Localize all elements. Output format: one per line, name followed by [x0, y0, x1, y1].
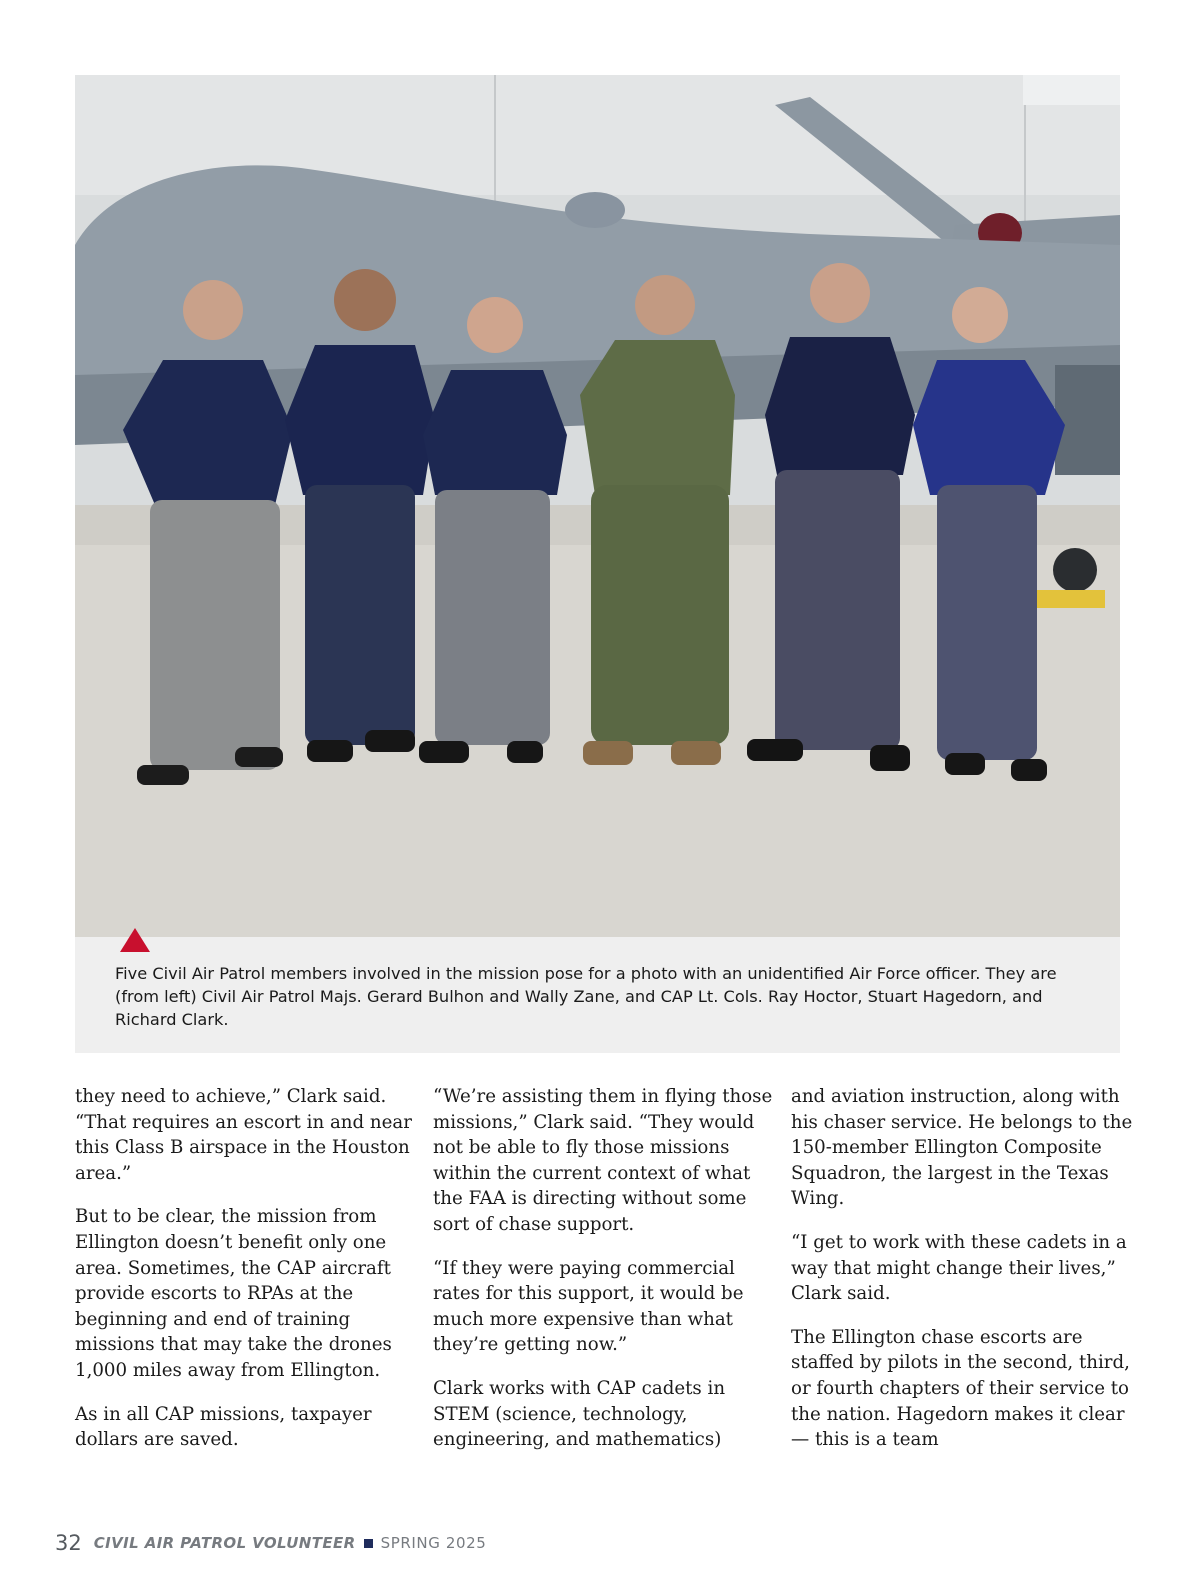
paragraph: But to be clear, the mission from Ellington doesn’t benefit only one area. Sometimes, the CAP aircraft provide escorts to RPAs at the beginning and end of training missions that may take the drones 1,000 miles away from Ellington. — [75, 1206, 392, 1381]
triangle-marker-icon — [119, 927, 151, 953]
photo-caption-box — [75, 937, 1120, 1053]
photo-caption: Five Civil Air Patrol members involved in the mission pose for a photo with an unidentified Air Force officer. They are (from left) Civil Air Patrol Majs. Gerard Bulhon and Wally Zane, and CAP Lt. Cols. Ray Hoctor, Stuart Hagedorn, and Richard Clark. — [115, 964, 1057, 1029]
photo-illustration — [75, 75, 1120, 937]
paragraph: they need to achieve,” Clark said. “That requires an escort in and near this Class B airspace in the Houston area.” — [75, 1086, 412, 1184]
paragraph: As in all CAP missions, taxpayer dollars are saved. — [75, 1403, 372, 1451]
page-footer — [55, 1530, 486, 1556]
paragraph: and aviation instruction, along with his chaser service. He belongs to the 150-member Ellington Composite Squadron, the largest in the Texas Wing. — [791, 1086, 1133, 1210]
paragraph: Clark works with CAP cadets in STEM (science, technology, engineering, and mathematics) — [433, 1377, 726, 1451]
issue-date: SPRING 2025 — [380, 1534, 487, 1552]
page-number: 32 — [55, 1531, 82, 1555]
paragraph: “If they were paying commercial rates for this support, it would be much more expensive than what they’re getting now.” — [433, 1257, 744, 1356]
article-column-2 — [433, 1084, 778, 1471]
article-column-1 — [75, 1084, 420, 1471]
article-column-3 — [791, 1084, 1136, 1471]
paragraph: “We’re assisting them in flying those missions,” Clark said. “They would not be able to fly those missions within the current context of what the FAA is directing without some sort of chase support. — [433, 1086, 773, 1235]
square-separator-icon — [364, 1539, 373, 1548]
feature-photo — [75, 75, 1120, 937]
paragraph: The Ellington chase escorts are staffed by pilots in the second, third, or fourth chapters of their service to the nation. Hagedorn makes it clear — this is a team — [791, 1326, 1130, 1451]
publication-name: CIVIL AIR PATROL VOLUNTEER — [93, 1534, 356, 1552]
paragraph: “I get to work with these cadets in a way that might change their lives,” Clark said. — [791, 1231, 1127, 1305]
